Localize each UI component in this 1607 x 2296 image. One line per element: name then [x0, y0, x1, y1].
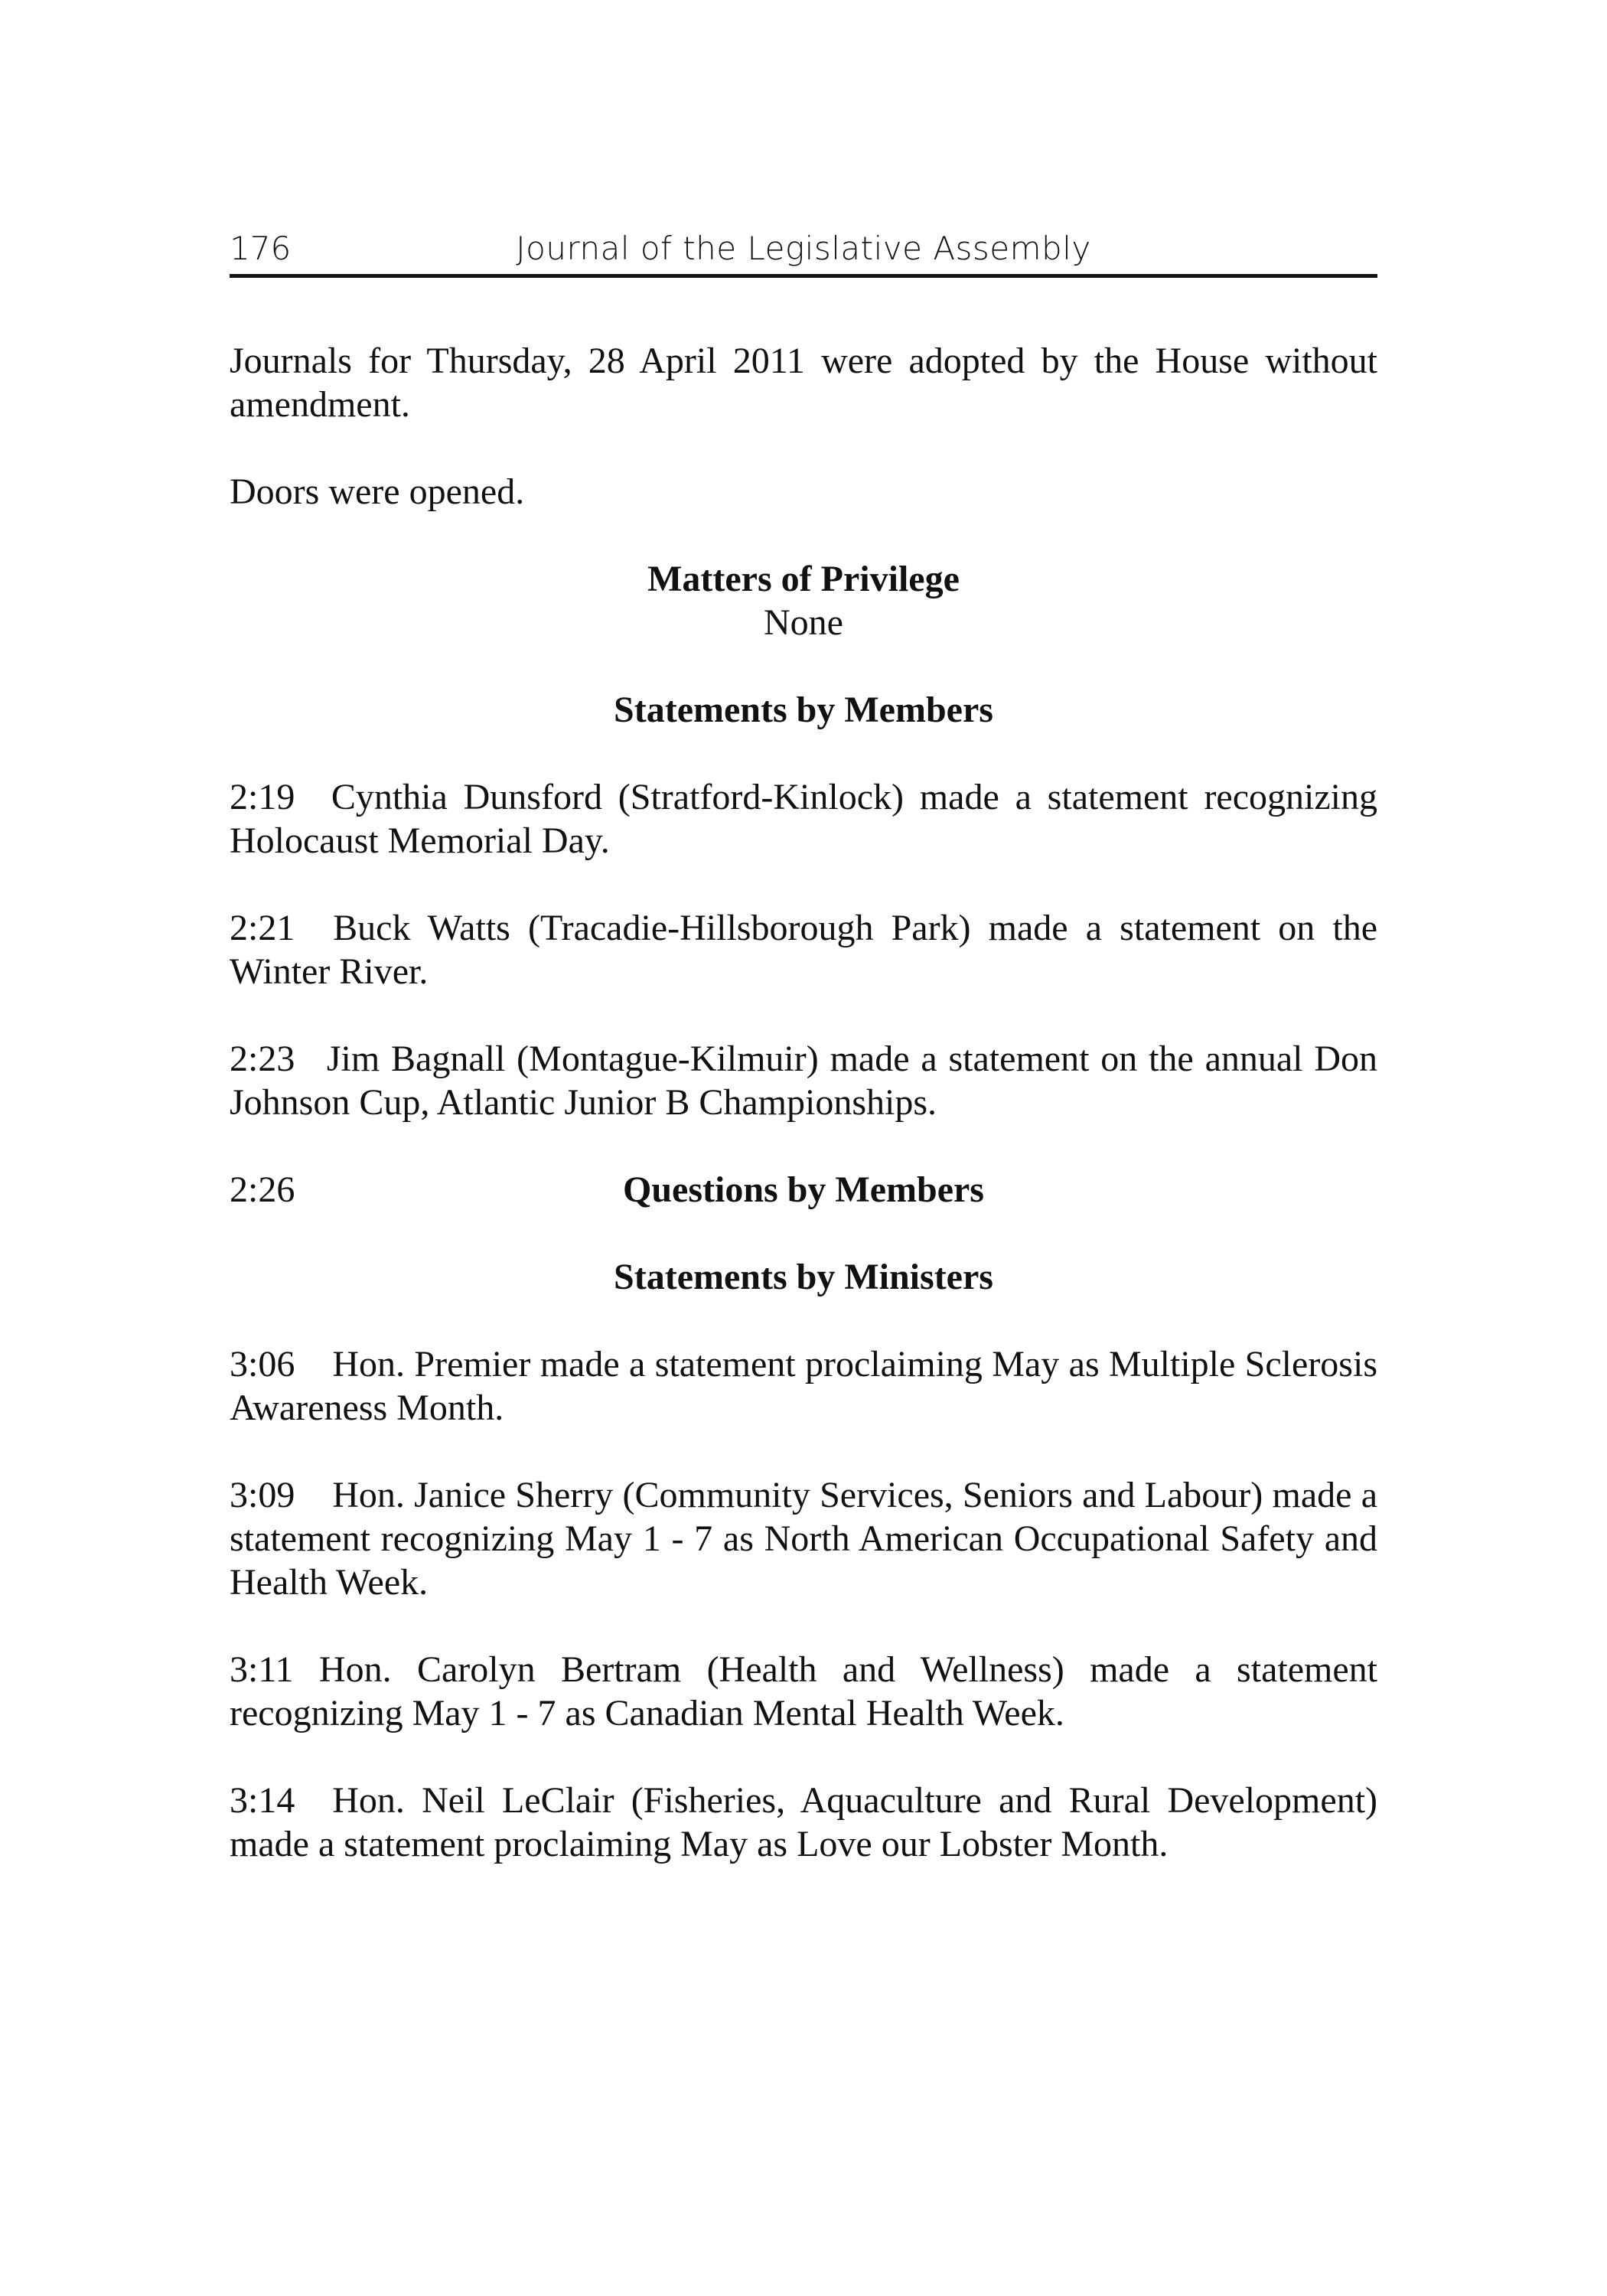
entry-time: 3:14: [230, 1780, 295, 1821]
entry-text: Hon. Neil LeClair (Fisheries, Aquaculture and Rural Development) made a statement proclaiming May as Love our Lobster Month.: [230, 1780, 1378, 1864]
entry-text: Cynthia Dunsford (Stratford-Kinlock) made a statement recognizing Holocaust Memorial Day.: [230, 777, 1378, 861]
minister-statement-entry: [230, 1779, 1377, 1866]
entry-text: Hon. Premier made a statement proclaiming May as Multiple Sclerosis Awareness Month.: [230, 1344, 1378, 1428]
statements-by-ministers-heading: Statements by Ministers: [614, 1257, 993, 1297]
questions-time: 2:26: [230, 1169, 295, 1210]
doors-opened-paragraph: Doors were opened.: [230, 471, 525, 512]
questions-by-members-heading: Questions by Members: [623, 1169, 984, 1210]
entry-text: Jim Bagnall (Montague-Kilmuir) made a statement on the annual Don Johnson Cup, Atlantic Junior B Championships.: [230, 1039, 1378, 1123]
entry-time: 2:21: [230, 908, 295, 948]
matters-of-privilege-heading: Matters of Privilege: [647, 559, 960, 599]
entry-text: Hon. Carolyn Bertram (Health and Wellness) made a statement recognizing May 1 - 7 as Canadian Mental Health Week.: [230, 1649, 1377, 1733]
journals-adopted-paragraph: Journals for Thursday, 28 April 2011 were adopted by the House without amendment.: [230, 341, 1377, 425]
member-statement-entry: [230, 906, 1377, 993]
journal-body: [230, 339, 1377, 1866]
member-statement-entry: [230, 775, 1377, 863]
minister-statement-entry: [230, 1342, 1377, 1430]
running-header: [230, 230, 1377, 278]
entry-time: 3:06: [230, 1344, 295, 1384]
entry-text: Buck Watts (Tracadie-Hillsborough Park) made a statement on the Winter River.: [230, 908, 1378, 992]
minister-statement-entry: [230, 1473, 1377, 1604]
questions-by-members-row: [230, 1168, 1377, 1212]
minister-statement-entry: [230, 1648, 1377, 1735]
member-statement-entry: [230, 1037, 1377, 1124]
statements-by-members-heading: Statements by Members: [614, 690, 993, 730]
journal-page: [230, 230, 1377, 1866]
entry-text: Hon. Janice Sherry (Community Services, Seniors and Labour) made a statement recognizing May 1 - 7 as North American Occupational Safety and Health Week.: [230, 1475, 1377, 1603]
journal-title: Journal of the Legislative Assembly: [516, 230, 1091, 267]
entry-time: 3:09: [230, 1475, 295, 1515]
entry-time: 2:19: [230, 777, 295, 817]
matters-of-privilege-value: None: [764, 602, 843, 643]
entry-time: 2:23: [230, 1039, 295, 1079]
page-number: 176: [230, 230, 292, 267]
entry-time: 3:11: [230, 1649, 294, 1690]
